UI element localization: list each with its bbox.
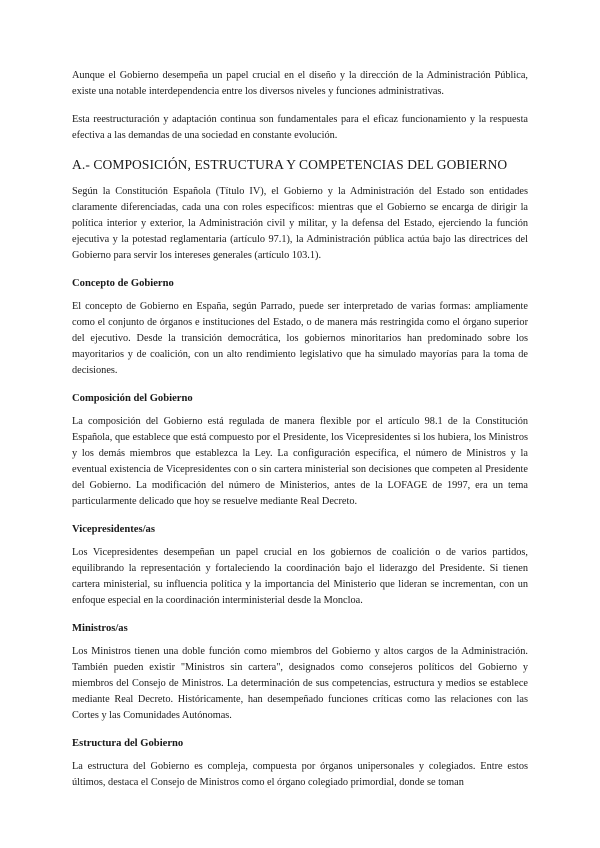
heading-vicepresidentes: Vicepresidentes/as xyxy=(72,524,155,535)
paragraph-estructura: La estructura del Gobierno es compleja, compuesta por órganos unipersonales y colegiados. Entre estos últimos, destaca el Consejo de Ministros como el órgano colegiado primordial, donde se toman xyxy=(72,761,528,788)
intro-paragraph-1: Aunque el Gobierno desempeña un papel crucial en el diseño y la dirección de la Administración Pública, existe una notable interdependencia entre los diversos niveles y funciones administrativas. xyxy=(72,70,528,97)
heading-estructura: Estructura del Gobierno xyxy=(72,738,184,749)
heading-composicion: Composición del Gobierno xyxy=(72,393,193,404)
heading-concepto: Concepto de Gobierno xyxy=(72,278,174,289)
paragraph-vicepresidentes: Los Vicepresidentes desempeñan un papel crucial en los gobiernos de coalición o de varios partidos, equilibrando la representación y fortaleciendo la coordinación bajo el liderazgo del Presidente. Si tienen cartera ministerial, su influencia política y la importancia del Ministerio que lideran se incrementan, con un enfoque especial en la coordinación interministerial desde la Moncloa. xyxy=(72,547,528,606)
paragraph-ministros: Los Ministros tienen una doble función como miembros del Gobierno y altos cargos de la Administración. También pueden existir "Ministros sin cartera", designados como consejeros políticos del Gobierno y miembros del Consejo de Ministros. La determinación de sus competencias, estructura y medios se establece mediante Real Decreto. Históricamente, han desempeñado funciones críticas como las relaciones con las Cortes y las Comunidades Autónomas. xyxy=(72,646,528,721)
intro-paragraph-2: Esta reestructuración y adaptación continua son fundamentales para el eficaz funcionamiento y la respuesta efectiva a las demandas de una sociedad en constante evolución. xyxy=(72,114,528,141)
paragraph-composicion: La composición del Gobierno está regulada de manera flexible por el artículo 98.1 de la Constitución Española, que establece que está compuesto por el Presidente, los Vicepresidentes si los hubiera, los Ministros y los demás miembros que establezca la Ley. La configuración específica, el número de Ministros y la eventual existencia de Vicepresidentes con o sin cartera ministerial son decisiones que competen al Presidente del Gobierno. La modificación del número de Ministerios, antes de la LOFAGE de 1997, era un tema particularmente delicado que hoy se resuelve mediante Real Decreto. xyxy=(72,416,528,507)
section-title: A.- COMPOSICIÓN, ESTRUCTURA Y COMPETENCIAS DEL GOBIERNO xyxy=(72,157,508,172)
paragraph-concepto: El concepto de Gobierno en España, según Parrado, puede ser interpretado de varias formas: ampliamente como el conjunto de órganos e instituciones del Estado, o de manera más restringida como el órgano superior del ejecutivo. Desde la transición democrática, los gobiernos minoritarios han predominado sobre los mayoritarios y de coalición, con un alto rendimiento legislativo que ha simulado mayorías para la toma de decisiones. xyxy=(72,301,528,376)
heading-ministros: Ministros/as xyxy=(72,623,128,634)
section-intro-paragraph: Según la Constitución Española (Título IV), el Gobierno y la Administración del Estado son entidades claramente diferenciadas, cada una con roles específicos: mientras que el Gobierno se encarga de dirigir la política interior y exterior, la Administración civil y militar, y la defensa del Estado, ejerciendo la función ejecutiva y la potestad reglamentaria (artículo 97.1), la Administración pública actúa bajo las directrices del Gobierno para servir los intereses generales (artículo 103.1). xyxy=(72,186,528,261)
